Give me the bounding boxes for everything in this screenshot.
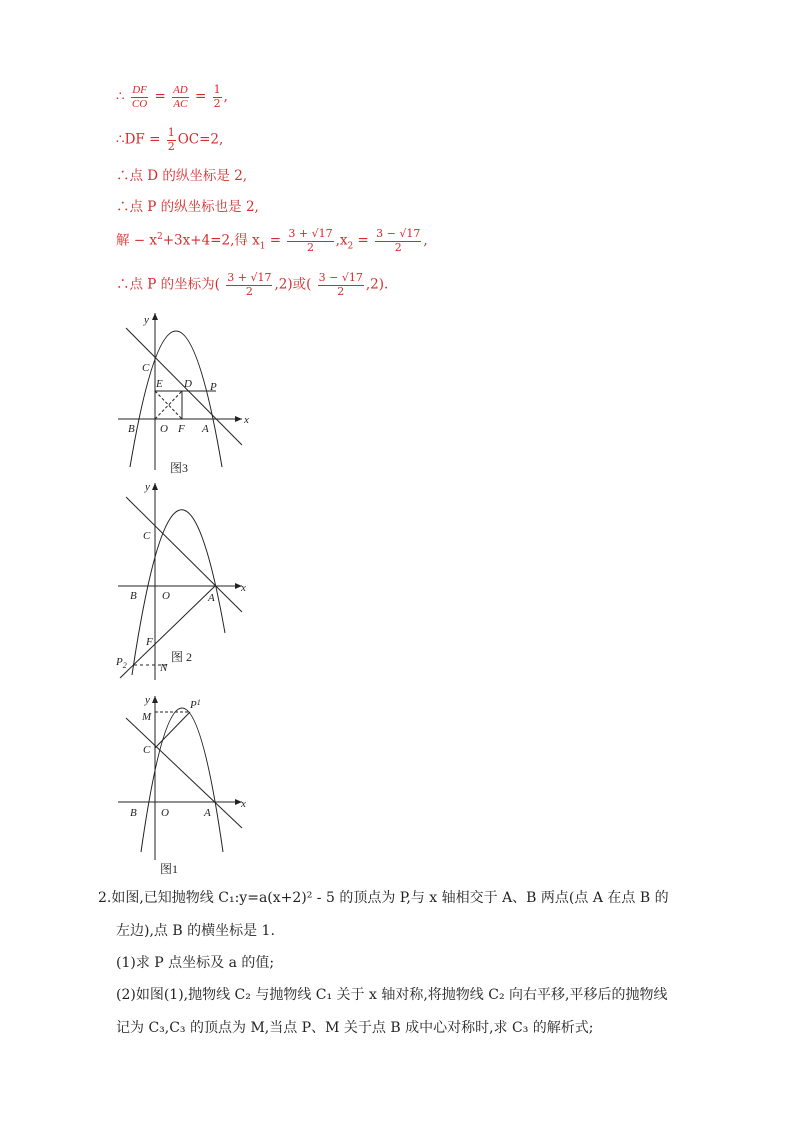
label-x: x [241,798,246,810]
fraction-denominator: 2 [337,284,345,298]
label-c: C [143,744,151,756]
question-part-2-line-1: (2)如图(1),抛物线 C₂ 与抛物线 C₁ 关于 x 轴对称,将抛物线 C₂ 向右平移,平移后的抛物线 [116,987,668,1003]
parabola [141,708,223,852]
fraction-x1 [287,228,333,254]
fraction-numerator: 3 + √17 [227,271,272,284]
line-prefix: 解 − x [116,232,158,249]
label-m: M [142,711,152,723]
line-ca [126,497,242,612]
question-part-1: (1)求 P 点坐标及 a 的值; [116,955,275,971]
fraction-one-half [167,127,176,153]
fraction-denominator: 2 [245,284,253,298]
label-p1-main: P [190,699,197,711]
label-o: O [162,590,170,602]
line-suffix: OC=2, [177,131,224,148]
label-p1-sub: 1 [196,698,201,707]
fraction-numerator: 3 − √17 [318,271,363,284]
label-n: N [160,662,168,674]
solution-line-2 [116,127,223,153]
figure-3 [110,305,260,480]
fraction-denominator: CO [131,97,148,110]
fraction-numerator: 1 [167,126,175,139]
equals-sign: = [265,232,282,249]
punctuation: , [223,88,228,105]
label-c: C [142,362,150,374]
line-prefix: ∴DF = [116,131,161,148]
label-a: A [202,423,209,435]
fraction-numerator: 1 [213,83,221,96]
figure-caption: 图3 [170,461,189,475]
fraction-numerator: DF [132,84,147,96]
label-f: F [146,636,153,648]
line-middle: +3x+4=2,得 x [162,232,260,249]
figure-1 [110,690,260,880]
punctuation: ,2). [365,276,389,293]
figure-caption: 图 2 [171,650,193,664]
label-e: E [156,378,163,390]
solution-line-1 [116,84,228,110]
subscript: 1 [259,241,266,252]
label-f: F [178,423,185,435]
figure-caption: 图1 [160,862,179,876]
label-p2-sub: 2 [122,661,127,670]
line-prefix: ∴点 P 的坐标为( [116,276,220,293]
label-p: P [210,381,217,393]
label-y: y [145,694,150,706]
label-p1 [189,698,201,711]
fraction-numerator: AD [173,84,188,96]
label-o: O [161,807,169,819]
fraction-denominator: 2 [394,240,402,254]
label-b: B [130,590,137,602]
fraction-one-half [213,84,222,110]
fraction-denominator: 2 [213,96,221,110]
label-a: A [204,807,211,819]
solution-line-3: ∴点 D 的纵坐标是 2, [116,168,248,184]
label-y: y [145,481,150,493]
label-p2-main: P [116,656,123,668]
label-b: B [130,807,137,819]
parabola [130,331,222,467]
fraction-numerator: 3 + √17 [288,227,333,240]
subscript: 2 [347,241,354,252]
fraction-p1 [226,272,272,298]
x-axis-arrow [235,416,242,422]
line-middle: ,2)或( [274,276,312,293]
question-number: 2. [98,890,112,906]
question-line-1 [98,891,669,905]
equals-sign: = [195,88,207,105]
label-b: B [128,423,135,435]
label-y: y [144,314,149,326]
therefore-symbol: ∴ [116,88,125,105]
fraction-denominator: 2 [167,139,175,153]
line-ca [126,718,242,828]
y-axis-arrow [152,696,158,703]
solution-line-6 [116,272,388,298]
fraction-df-co [131,84,148,110]
y-axis-arrow [152,313,158,320]
label-x: x [241,582,246,594]
fraction-denominator: 2 [307,240,315,254]
label-c: C [143,530,151,542]
solution-line-4: ∴点 P 的纵坐标也是 2, [116,199,259,215]
label-x: x [244,414,249,426]
label-a: A [208,592,215,604]
equals-sign: = [353,232,369,249]
separator: ,x [335,232,348,249]
fraction-x2 [375,228,421,254]
y-axis-arrow [152,483,158,490]
superscript: 2 [157,232,163,243]
question-text: 如图,已知抛物线 C₁:y=a(x+2)² - 5 的顶点为 P,与 x 轴相交于 A、B 两点(点 A 在点 B 的 [111,890,669,906]
question-line-2: 左边),点 B 的横坐标是 1. [116,923,275,939]
equals-sign: = [154,88,166,105]
label-p2 [115,656,127,670]
fraction-p2 [318,272,364,298]
question-part-2-line-2: 记为 C₃,C₃ 的顶点为 M,当点 P、M 关于点 B 成中心对称时,求 C₃ 的解析式; [116,1020,594,1036]
punctuation: , [423,232,428,249]
fraction-numerator: 3 − √17 [376,227,421,240]
label-d: D [184,378,192,390]
figure-2 [110,475,260,685]
fraction-denominator: AC [173,97,188,110]
segment-cp1 [155,712,190,748]
solution-line-5 [116,228,428,254]
fraction-ad-ac [172,84,189,110]
label-o: O [160,423,168,435]
